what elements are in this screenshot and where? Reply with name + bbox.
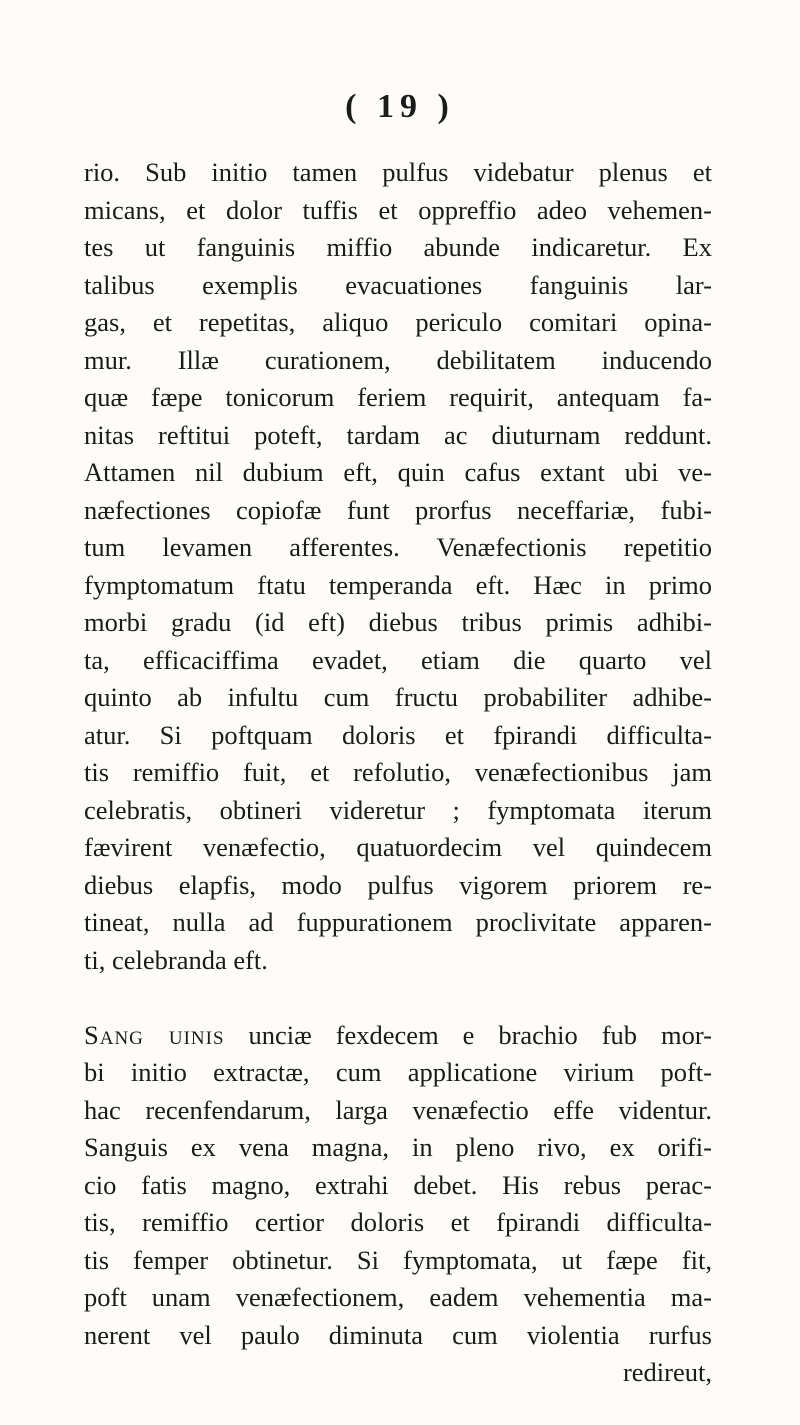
- text-line: Attamen nil dubium eft, quin cafus extant ubi ve-: [84, 457, 712, 487]
- text-line: celebratis, obtineri videretur ; fymptomata iterum: [84, 794, 712, 825]
- text-line: cio fatis magno, extrahi debet. His rebus perac-: [84, 1169, 712, 1200]
- paragraph-lead-word: Sang uinis: [84, 1019, 225, 1050]
- text-line: tineat, nulla ad fuppurationem proclivitate apparen-: [84, 907, 712, 937]
- text-line: micans, et dolor tuffis et oppreffio adeo vehemen-: [84, 194, 712, 225]
- text-line: rio. Sub initio tamen pulfus videbatur plenus et: [84, 157, 712, 187]
- text-line: ta, efficaciffima evadet, etiam die quarto vel: [84, 644, 712, 675]
- text-line: bi initio extractæ, cum applicatione virium poft-: [84, 1057, 712, 1087]
- text-line: morbi gradu (id eft) diebus tribus primis adhibi-: [84, 607, 712, 637]
- page-number: ( 19 ): [345, 88, 455, 125]
- text-line: mur. Illæ curationem, debilitatem inducendo: [84, 344, 712, 375]
- text-line: tum levamen afferentes. Venæfectionis repetitio: [84, 532, 712, 562]
- text-line: tis, remiffio certior doloris et fpirandi difficulta-: [84, 1207, 712, 1237]
- text-line: poft unam venæfectionem, eadem vehementia ma-: [84, 1282, 712, 1312]
- text-line-rest: unciæ fexdecem e brachio fub mor-: [224, 1019, 712, 1050]
- catchword: redireut,: [622, 1357, 712, 1387]
- text-line: nerent vel paulo diminuta cum violentia rurfus: [84, 1319, 712, 1350]
- text-line: diebus elapfis, modo pulfus vigorem priorem re-: [84, 869, 712, 900]
- text-line: fymptomatum ftatu temperanda eft. Hæc in primo: [84, 569, 712, 600]
- text-line: [84, 1017, 712, 1055]
- text-line: tis remiffio fuit, et refolutio, venæfectionibus jam: [84, 757, 712, 787]
- text-line: atur. Si poftquam doloris et fpirandi difficulta-: [84, 719, 712, 750]
- text-line: næfectiones copiofæ funt prorfus neceffariæ, fubi-: [84, 494, 712, 525]
- text-line: talibus exemplis evacuationes fanguinis lar-: [84, 269, 712, 300]
- text-line: fævirent venæfectio, quatuordecim vel quindecem: [84, 832, 712, 862]
- text-line: gas, et repetitas, aliquo periculo comitari opina-: [84, 307, 712, 337]
- text-line: hac recenfendarum, larga venæfectio effe videntur.: [84, 1094, 712, 1125]
- text-line: Sanguis ex vena magna, in pleno rivo, ex orifi-: [84, 1132, 712, 1162]
- paragraph-1: [84, 154, 712, 979]
- text-line: quæ fæpe tonicorum feriem requirit, antequam fa-: [84, 382, 712, 412]
- text-line: nitas reftitui poteft, tardam ac diuturnam reddunt.: [84, 419, 712, 450]
- text-line: quinto ab infultu cum fructu probabiliter adhibe-: [84, 682, 712, 712]
- text-line: ti, celebranda eft.: [84, 944, 268, 975]
- paragraph-2: [84, 1017, 712, 1392]
- text-body: [84, 154, 712, 1392]
- text-line: tis femper obtinetur. Si fymptomata, ut fæpe fit,: [84, 1244, 712, 1275]
- text-line: tes ut fanguinis miffio abunde indicaretur. Ex: [84, 232, 712, 262]
- paragraph-gap: [84, 979, 712, 1017]
